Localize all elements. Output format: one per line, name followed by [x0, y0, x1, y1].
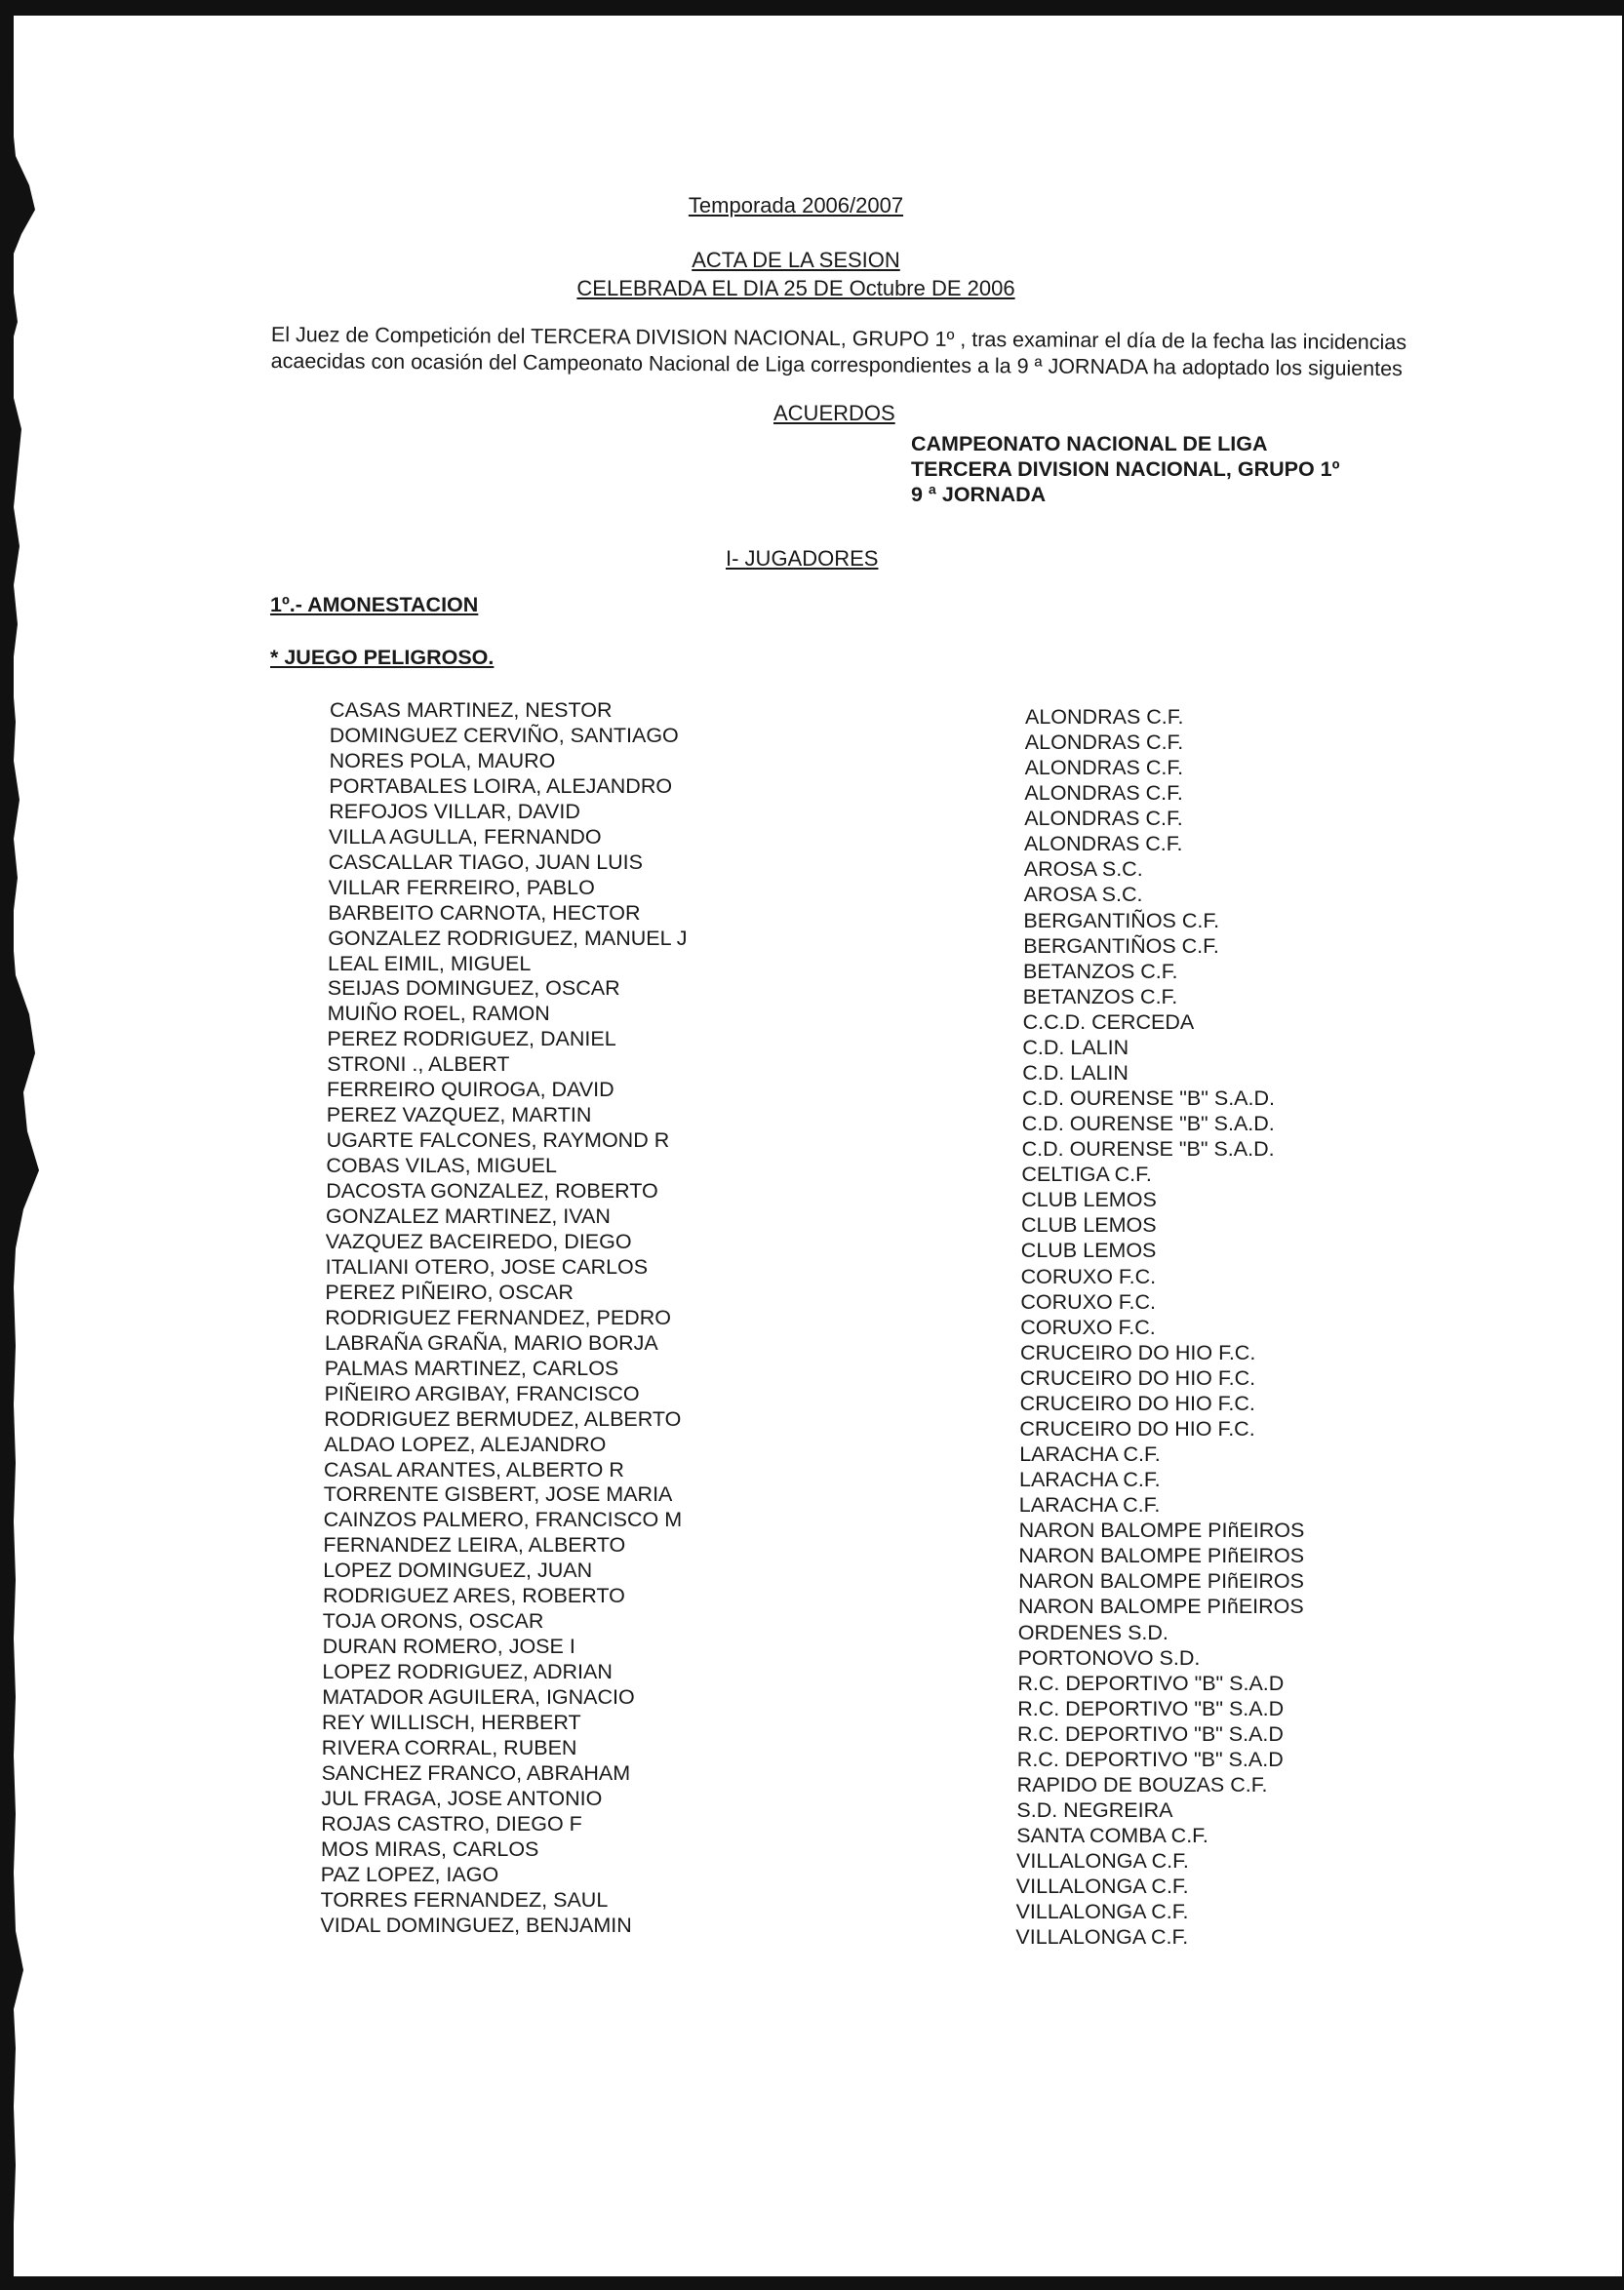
- player-club: NARON BALOMPE PIñEIROS: [1018, 1544, 1305, 1568]
- player-club: ALONDRAS C.F.: [1025, 705, 1184, 729]
- player-name: GONZALEZ RODRIGUEZ, MANUEL J: [328, 926, 688, 950]
- player-club: C.D. LALIN: [1022, 1035, 1129, 1059]
- player-name: STRONI ., ALBERT: [327, 1052, 510, 1077]
- competition-line-2: TERCERA DIVISION NACIONAL, GRUPO 1º: [911, 457, 1340, 481]
- player-name: CAINZOS PALMERO, FRANCISCO M: [323, 1508, 683, 1532]
- player-club: AROSA S.C.: [1023, 857, 1143, 882]
- player-club: VILLALONGA C.F.: [1015, 1875, 1189, 1899]
- juego-peligroso-heading: * JUEGO PELIGROSO.: [270, 646, 495, 669]
- player-club: VILLALONGA C.F.: [1015, 1925, 1189, 1950]
- player-club: C.D. OURENSE "B" S.A.D.: [1022, 1086, 1275, 1111]
- player-club: CRUCEIRO DO HIO F.C.: [1019, 1365, 1256, 1390]
- player-club: VILLALONGA C.F.: [1015, 1900, 1189, 1924]
- amonestacion-heading: 1º.- AMONESTACION: [270, 593, 479, 616]
- player-club: NARON BALOMPE PIñEIROS: [1018, 1595, 1304, 1619]
- player-club: PORTONOVO S.D.: [1017, 1645, 1201, 1670]
- player-club: CRUCEIRO DO HIO F.C.: [1020, 1340, 1256, 1364]
- player-club: C.D. OURENSE "B" S.A.D.: [1021, 1137, 1275, 1162]
- player-name: ROJAS CASTRO, DIEGO F: [321, 1811, 582, 1836]
- player-name: ITALIANI OTERO, JOSE CARLOS: [325, 1254, 649, 1279]
- player-club: R.C. DEPORTIVO "B" S.A.D: [1017, 1696, 1285, 1720]
- player-name: LOPEZ DOMINGUEZ, JUAN: [323, 1559, 593, 1583]
- jugadores-heading: I- JUGADORES: [726, 546, 879, 571]
- player-club: NARON BALOMPE PIñEIROS: [1018, 1569, 1304, 1594]
- player-name: LEAL EIMIL, MIGUEL: [328, 951, 532, 975]
- player-name: VILLAR FERREIRO, PABLO: [328, 875, 595, 899]
- player-club: C.C.D. CERCEDA: [1022, 1009, 1195, 1034]
- player-club: ALONDRAS C.F.: [1024, 756, 1184, 780]
- torn-edge: [0, 0, 39, 2290]
- player-name: JUL FRAGA, JOSE ANTONIO: [321, 1786, 603, 1810]
- player-club: NARON BALOMPE PIñEIROS: [1018, 1519, 1305, 1543]
- player-name: RODRIGUEZ ARES, ROBERTO: [323, 1584, 625, 1608]
- season-heading: Temporada 2006/2007: [688, 193, 904, 217]
- player-name: PALMAS MARTINEZ, CARLOS: [324, 1356, 619, 1380]
- player-club: S.D. NEGREIRA: [1016, 1798, 1173, 1822]
- player-name: ALDAO LOPEZ, ALEJANDRO: [324, 1432, 607, 1456]
- player-name: PEREZ RODRIGUEZ, DANIEL: [327, 1027, 616, 1051]
- player-name: NORES POLA, MAURO: [329, 748, 556, 772]
- player-name: DURAN ROMERO, JOSE I: [322, 1635, 575, 1659]
- player-name: VAZQUEZ BACEIREDO, DIEGO: [325, 1229, 632, 1253]
- player-name: FERREIRO QUIROGA, DAVID: [327, 1078, 614, 1102]
- player-name: PAZ LOPEZ, IAGO: [320, 1862, 499, 1886]
- player-club: ALONDRAS C.F.: [1024, 832, 1183, 856]
- player-name: MATADOR AGUILERA, IGNACIO: [322, 1685, 635, 1710]
- player-club: VILLALONGA C.F.: [1016, 1849, 1189, 1874]
- player-name: REY WILLISCH, HERBERT: [322, 1711, 581, 1734]
- player-club: CRUCEIRO DO HIO F.C.: [1019, 1391, 1255, 1415]
- player-club: LARACHA C.F.: [1019, 1442, 1161, 1467]
- player-club: R.C. DEPORTIVO "B" S.A.D: [1017, 1671, 1285, 1695]
- player-club: CLUB LEMOS: [1021, 1213, 1157, 1238]
- player-name: CASAS MARTINEZ, NESTOR: [330, 698, 613, 722]
- player-name: TORRES FERNANDEZ, SAUL: [320, 1887, 609, 1912]
- player-name: CASAL ARANTES, ALBERTO R: [324, 1457, 624, 1481]
- player-name: TOJA ORONS, OSCAR: [322, 1609, 544, 1634]
- player-name: CASCALLAR TIAGO, JUAN LUIS: [328, 849, 643, 874]
- player-name: RIVERA CORRAL, RUBEN: [321, 1735, 577, 1759]
- player-name: PIÑEIRO ARGIBAY, FRANCISCO: [324, 1381, 640, 1405]
- player-club: AROSA S.C.: [1023, 883, 1143, 907]
- player-club: CELTIGA C.F.: [1021, 1163, 1152, 1187]
- player-club: ALONDRAS C.F.: [1024, 807, 1183, 831]
- player-name: LOPEZ RODRIGUEZ, ADRIAN: [322, 1660, 613, 1684]
- player-name: DOMINGUEZ CERVIÑO, SANTIAGO: [329, 723, 679, 747]
- player-name: PEREZ VAZQUEZ, MARTIN: [326, 1103, 592, 1127]
- player-name: GONZALEZ MARTINEZ, IVAN: [326, 1204, 611, 1228]
- player-name: PEREZ PIÑEIRO, OSCAR: [325, 1280, 574, 1304]
- player-club: BETANZOS C.F.: [1022, 984, 1178, 1008]
- player-name: REFOJOS VILLAR, DAVID: [329, 799, 580, 823]
- player-club: R.C. DEPORTIVO "B" S.A.D: [1016, 1747, 1284, 1771]
- player-club: LARACHA C.F.: [1019, 1468, 1161, 1492]
- player-name: MOS MIRAS, CARLOS: [321, 1836, 539, 1861]
- player-club: R.C. DEPORTIVO "B" S.A.D: [1017, 1721, 1284, 1746]
- player-name: BARBEITO CARNOTA, HECTOR: [328, 900, 641, 925]
- player-club: BERGANTIÑOS C.F.: [1023, 933, 1219, 958]
- player-club: C.D. LALIN: [1022, 1060, 1129, 1085]
- player-name: RODRIGUEZ BERMUDEZ, ALBERTO: [324, 1406, 682, 1431]
- player-name: SEIJAS DOMINGUEZ, OSCAR: [327, 976, 620, 1001]
- competition-line-3: 9 ª JORNADA: [911, 483, 1047, 506]
- player-club: ORDENES S.D.: [1017, 1620, 1168, 1644]
- player-club: SANTA COMBA C.F.: [1016, 1824, 1208, 1848]
- player-club: CORUXO F.C.: [1020, 1264, 1157, 1288]
- player-name: PORTABALES LOIRA, ALEJANDRO: [329, 773, 673, 798]
- session-date-heading: CELEBRADA EL DIA 25 DE Octubre DE 2006: [576, 276, 1015, 300]
- acta-heading: ACTA DE LA SESION: [692, 248, 900, 272]
- player-name: DACOSTA GONZALEZ, ROBERTO: [326, 1179, 658, 1204]
- player-club: C.D. OURENSE "B" S.A.D.: [1021, 1112, 1275, 1136]
- player-club: CLUB LEMOS: [1021, 1188, 1157, 1212]
- player-name: LABRAÑA GRAÑA, MARIO BORJA: [325, 1330, 658, 1355]
- player-name: SANCHEZ FRANCO, ABRAHAM: [321, 1760, 631, 1785]
- player-name: VIDAL DOMINGUEZ, BENJAMIN: [320, 1913, 632, 1937]
- player-club: BERGANTIÑOS C.F.: [1023, 908, 1220, 932]
- player-name: FERNANDEZ LEIRA, ALBERTO: [323, 1533, 626, 1558]
- player-club: ALONDRAS C.F.: [1024, 730, 1184, 755]
- player-club: ALONDRAS C.F.: [1024, 781, 1183, 806]
- player-club: CRUCEIRO DO HIO F.C.: [1019, 1416, 1255, 1441]
- acuerdos-heading: ACUERDOS: [773, 401, 895, 425]
- player-name: MUIÑO ROEL, RAMON: [327, 1002, 550, 1026]
- player-name: VILLA AGULLA, FERNANDO: [329, 824, 602, 849]
- intro-paragraph: El Juez de Competición del TERCERA DIVISION NACIONAL, GRUPO 1º , tras examinar el día de la fecha las incidencias acaecidas con ocasión del Campeonato Nacional de Liga correspondientes a la 9 ª JORNADA ha adoptado los siguientes: [270, 322, 1407, 381]
- player-name: UGARTE FALCONES, RAYMOND R: [326, 1128, 670, 1153]
- competition-line-1: CAMPEONATO NACIONAL DE LIGA: [911, 432, 1268, 455]
- player-club: CLUB LEMOS: [1020, 1239, 1157, 1263]
- competition-block: [911, 431, 1339, 507]
- player-name: COBAS VILAS, MIGUEL: [326, 1154, 557, 1178]
- player-club: CORUXO F.C.: [1020, 1289, 1156, 1314]
- player-club: LARACHA C.F.: [1018, 1493, 1161, 1518]
- player-club: CORUXO F.C.: [1020, 1315, 1156, 1339]
- player-club: RAPIDO DE BOUZAS C.F.: [1016, 1772, 1268, 1796]
- player-name: RODRIGUEZ FERNANDEZ, PEDRO: [325, 1305, 671, 1329]
- player-club: BETANZOS C.F.: [1023, 959, 1178, 983]
- player-name: TORRENTE GISBERT, JOSE MARIA: [323, 1482, 673, 1507]
